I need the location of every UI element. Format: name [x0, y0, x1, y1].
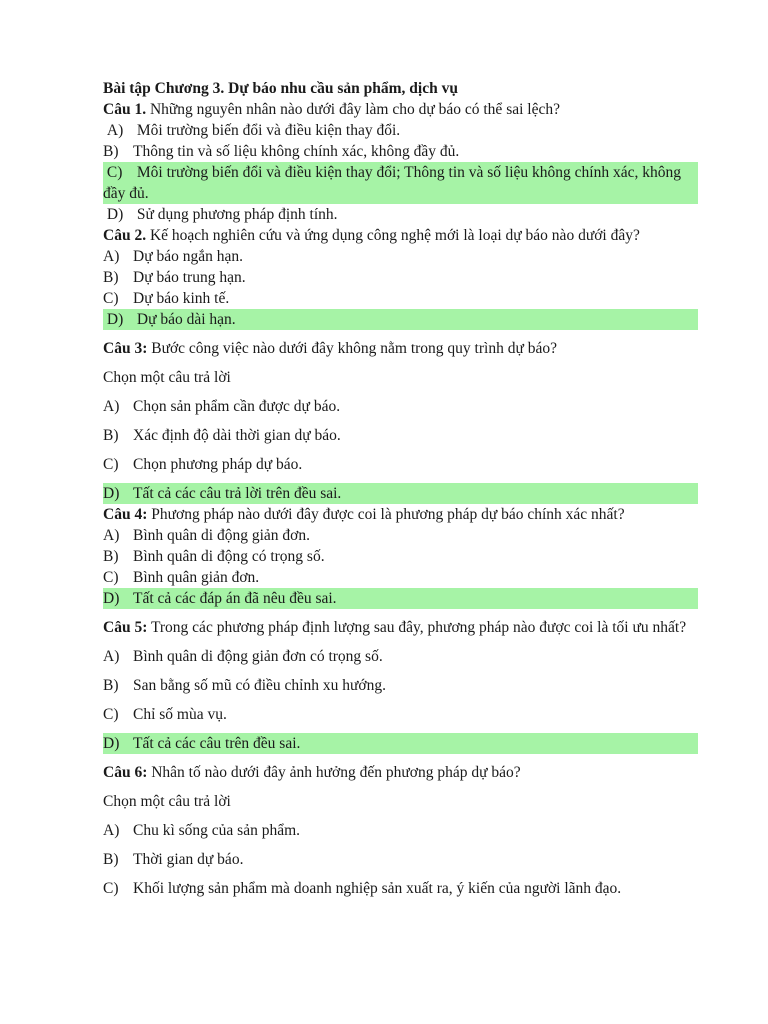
- option-3d-correct: [103, 483, 698, 504]
- option-6c: [103, 878, 698, 899]
- option-text: Tất cả các đáp án đã nêu đều sai.: [133, 590, 337, 607]
- option-text: Xác định độ dài thời gian dự báo.: [133, 427, 341, 444]
- option-6b: [103, 849, 698, 870]
- option-label: D): [106, 311, 124, 328]
- option-label: C): [103, 290, 119, 307]
- question-1: [103, 99, 698, 120]
- option-label: C): [103, 880, 119, 897]
- option-2b: [103, 267, 698, 288]
- option-text: Dự báo trung hạn.: [133, 269, 246, 286]
- option-label: D): [103, 485, 120, 502]
- option-3c: [103, 454, 698, 475]
- option-text: Dự báo kinh tế.: [133, 290, 230, 307]
- question-number: Câu 4:: [103, 506, 148, 523]
- question-text: Nhân tố nào dưới đây ảnh hưởng đến phương pháp dự báo?: [151, 764, 521, 781]
- document-page: [103, 78, 698, 899]
- option-text: Dự báo dài hạn.: [136, 311, 236, 328]
- option-label: A): [103, 398, 120, 415]
- option-2d-correct: [103, 309, 698, 330]
- option-label: B): [103, 677, 119, 694]
- option-text: Tất cả các câu trên đều sai.: [133, 735, 301, 752]
- option-label: B): [103, 427, 119, 444]
- option-text: Khối lượng sản phẩm mà doanh nghiệp sản xuất ra, ý kiến của người lãnh đạo.: [133, 880, 622, 897]
- option-label: C): [103, 706, 119, 723]
- question-number: Câu 6:: [103, 764, 148, 781]
- option-label: D): [103, 590, 120, 607]
- question-number: Câu 2.: [103, 227, 147, 244]
- option-3a: [103, 396, 698, 417]
- option-label: D): [106, 206, 124, 223]
- option-5d-correct: [103, 733, 698, 754]
- question-text: Phương pháp nào dưới đây được coi là phương pháp dự báo chính xác nhất?: [151, 506, 625, 523]
- option-label: A): [103, 527, 120, 544]
- option-4c: [103, 567, 698, 588]
- option-text: Bình quân giản đơn.: [133, 569, 260, 586]
- option-text: Bình quân di động giản đơn có trọng số.: [133, 648, 383, 665]
- option-text: Thời gian dự báo.: [133, 851, 244, 868]
- option-label: B): [103, 143, 119, 160]
- option-text: Môi trường biến đổi và điều kiện thay đổi.: [136, 122, 401, 139]
- option-label: D): [103, 735, 120, 752]
- option-label: B): [103, 548, 119, 565]
- option-text: Chu kì sống của sản phẩm.: [133, 822, 301, 839]
- option-text: Thông tin và số liệu không chính xác, không đầy đủ.: [133, 143, 460, 160]
- option-text: Chỉ số mùa vụ.: [133, 706, 227, 723]
- option-6a: [103, 820, 698, 841]
- option-label: B): [103, 851, 119, 868]
- option-3b: [103, 425, 698, 446]
- option-text: Môi trường biến đổi và điều kiện thay đổi; Thông tin và số liệu không chính xác, không đầy đủ.: [103, 164, 681, 202]
- choose-prompt-6: Chọn một câu trả lời: [103, 793, 231, 810]
- option-text: Bình quân di động có trọng số.: [133, 548, 325, 565]
- question-text: Trong các phương pháp định lượng sau đây, phương pháp nào được coi là tối ưu nhất?: [150, 619, 687, 636]
- option-text: Sử dụng phương pháp định tính.: [136, 206, 338, 223]
- option-label: A): [103, 648, 120, 665]
- question-6: [103, 762, 698, 783]
- option-5c: [103, 704, 698, 725]
- choose-prompt-3: Chọn một câu trả lời: [103, 369, 231, 386]
- question-number: Câu 5:: [103, 619, 148, 636]
- question-number: Câu 1.: [103, 101, 147, 118]
- question-number: Câu 3:: [103, 340, 148, 357]
- option-text: Dự báo ngắn hạn.: [133, 248, 243, 265]
- question-text: Bước công việc nào dưới đây không nằm trong quy trình dự báo?: [151, 340, 557, 357]
- option-text: Bình quân di động giản đơn.: [133, 527, 310, 544]
- option-text: Chọn phương pháp dự báo.: [133, 456, 303, 473]
- option-1c-correct: [103, 162, 698, 204]
- option-label: C): [103, 456, 119, 473]
- option-label: B): [103, 269, 119, 286]
- option-2a: [103, 246, 698, 267]
- question-2: [103, 225, 698, 246]
- option-label: A): [103, 248, 120, 265]
- option-label: A): [103, 822, 120, 839]
- question-text: Kế hoạch nghiên cứu và ứng dụng công nghệ mới là loại dự báo nào dưới đây?: [149, 227, 640, 244]
- option-5a: [103, 646, 698, 667]
- question-4: [103, 504, 698, 525]
- option-2c: [103, 288, 698, 309]
- question-3: [103, 338, 698, 359]
- question-text: Những nguyên nhân nào dưới đây làm cho dự báo có thể sai lệch?: [149, 101, 560, 118]
- option-4d-correct: [103, 588, 698, 609]
- option-1b: [103, 141, 698, 162]
- option-4b: [103, 546, 698, 567]
- option-label: A): [106, 122, 124, 139]
- option-4a: [103, 525, 698, 546]
- option-text: San bằng số mũ có điều chỉnh xu hướng.: [133, 677, 386, 694]
- option-1d: [103, 204, 698, 225]
- question-5: [103, 617, 698, 638]
- document-title: Bài tập Chương 3. Dự báo nhu cầu sản phẩm, dịch vụ: [103, 80, 458, 97]
- option-label: C): [106, 164, 123, 181]
- option-text: Tất cả các câu trả lời trên đều sai.: [133, 485, 342, 502]
- option-label: C): [103, 569, 119, 586]
- option-1a: [103, 120, 698, 141]
- option-5b: [103, 675, 698, 696]
- option-text: Chọn sản phẩm cần được dự báo.: [133, 398, 341, 415]
